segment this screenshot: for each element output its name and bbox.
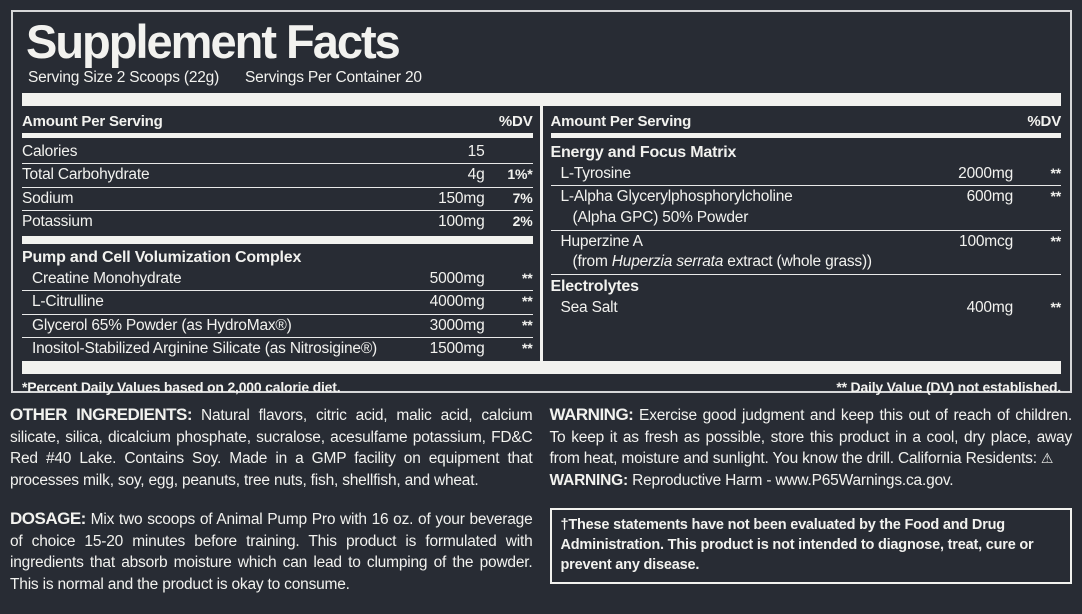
panel-title: Supplement Facts	[26, 15, 399, 68]
serving-size: Serving Size 2 Scoops (22g)	[28, 68, 220, 86]
section-title: Electrolytes	[551, 274, 1062, 297]
table-row: L-Alpha Glycerylphosphorylcholine 600mg **	[560, 188, 1061, 206]
column-header-rule	[22, 133, 533, 138]
table-row-subline: (Alpha GPC) 50% Powder	[572, 208, 749, 226]
table-row: Glycerol 65% Powder (as HydroMax®) 3000mg **	[22, 314, 533, 338]
other-ingredients-text: Natural flavors, citric acid, malic acid, calcium silicate, silica, dicalcium phosphate, sucralose, acesulfame potassium, FD&C Red #40 Lake. Contains Soy. Made in a GMP facility on equipment that processes milk, soy, egg, peanuts, tree nuts, fish, shellfish, and wheat.	[10, 407, 533, 489]
amount-per-serving-label: Amount Per Serving	[550, 112, 692, 130]
table-row: Calories 15	[22, 142, 485, 160]
column-header	[551, 111, 1062, 133]
table-row: L-Citrulline 4000mg **	[22, 290, 533, 314]
table-row: Potassium 100mg 2%	[22, 210, 533, 234]
lower-column-right	[550, 404, 1073, 612]
column-header	[22, 111, 533, 133]
lower-text-area	[10, 404, 1072, 612]
facts-columns	[22, 106, 1061, 361]
facts-column-left	[22, 106, 540, 361]
facts-column-right	[543, 106, 1062, 361]
section-title: Pump and Cell Volumization Complex	[22, 248, 302, 266]
servings-per-container: Servings Per Container 20	[245, 68, 422, 86]
dv-label: %DV	[1027, 112, 1061, 130]
divider-bar-bottom	[22, 361, 1061, 374]
warning-triangle-icon: ⚠	[1040, 450, 1054, 466]
table-row-group	[551, 230, 1062, 275]
warning-paragraph	[550, 404, 1073, 491]
section-title: Energy and Focus Matrix	[550, 143, 737, 161]
table-row-group	[551, 185, 1062, 230]
warning-label-2: WARNING:	[549, 471, 628, 489]
divider-bar-top	[22, 93, 1061, 106]
warning-label: WARNING:	[549, 405, 634, 424]
dosage-paragraph	[10, 508, 533, 595]
warning-text: Exercise good judgment and keep this out of reach of children. To keep it as fresh as possible, store this product in a cool, dry place, away from heat, moisture and sunlight. You know the drill. California Residents:	[549, 407, 1072, 467]
column-header-rule	[551, 133, 1062, 138]
table-row: Sodium 150mg 7%	[22, 187, 533, 211]
footnote-daily-values: *Percent Daily Values based on 2,000 calorie diet.	[22, 378, 341, 395]
dosage-label: DOSAGE:	[10, 509, 86, 528]
table-row: Creatine Monohydrate 5000mg **	[32, 269, 533, 287]
section-divider-bar	[22, 236, 533, 244]
footnote-dv-not-established: ** Daily Value (DV) not established.	[836, 378, 1061, 395]
lower-column-left	[10, 404, 533, 612]
dosage-text: Mix two scoops of Animal Pump Pro with 16 oz. of your beverage of choice 15-20 minutes before training. This product is formulated with ingredients that absorb moisture which can lead to clumping of the powder. This is normal and the product is okay to consume.	[10, 511, 533, 593]
other-ingredients-label: OTHER INGREDIENTS:	[10, 405, 192, 424]
dv-label: %DV	[498, 112, 533, 130]
table-row: Total Carbohydrate 4g 1%*	[22, 163, 533, 187]
supplement-facts-panel	[11, 10, 1072, 393]
table-row-subline: (from Huperzia serrata extract (whole grass))	[572, 253, 872, 271]
other-ingredients-paragraph	[10, 404, 533, 491]
table-row: Huperzine A 100mcg **	[560, 232, 1061, 250]
table-row: Inositol-Stabilized Arginine Silicate (as Nitrosigine®) 1500mg **	[22, 337, 533, 361]
amount-per-serving-label: Amount Per Serving	[22, 112, 163, 130]
fda-disclaimer-box: †These statements have not been evaluated by the Food and Drug Administration. This product is not intended to diagnose, treat, cure or prevent any disease.	[550, 508, 1073, 584]
warning-text-2: Reproductive Harm - www.P65Warnings.ca.gov.	[627, 471, 954, 489]
table-row: L-Tyrosine 2000mg **	[560, 164, 1061, 182]
serving-info	[28, 69, 1061, 87]
footnotes	[22, 374, 1061, 395]
table-row: Sea Salt 400mg **	[560, 299, 1061, 317]
